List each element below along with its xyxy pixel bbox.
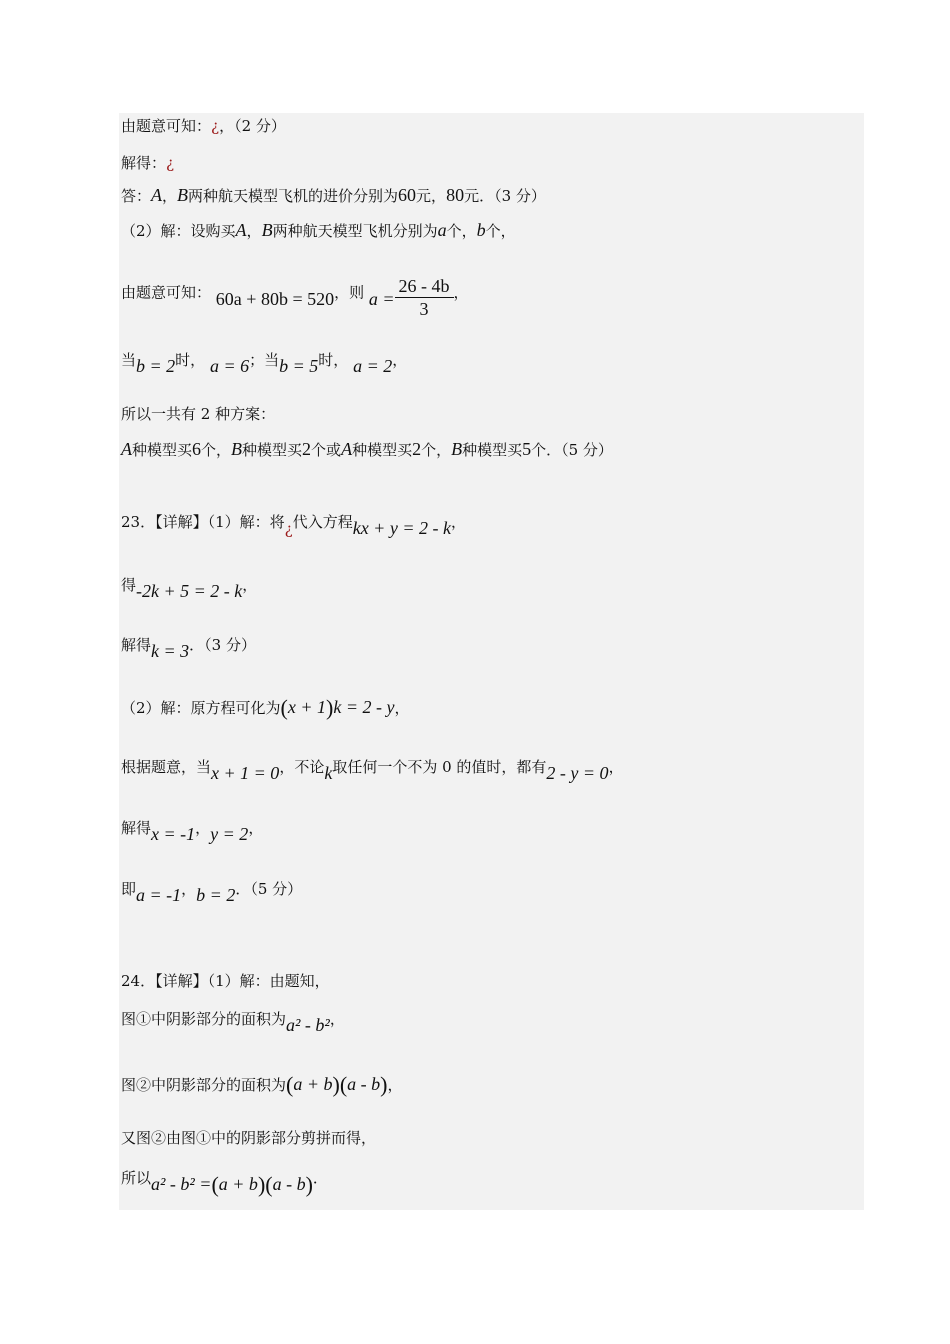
missing-formula-mark: ¿: [166, 154, 175, 172]
text: ，则: [334, 283, 365, 302]
paren-left: (: [211, 1172, 219, 1197]
num: 60: [398, 185, 417, 205]
equation: 2 - y = 0: [546, 763, 609, 783]
text: 种模型买: [352, 441, 413, 459]
equation: a + b: [293, 1074, 333, 1094]
var-A: A: [235, 220, 247, 240]
paren-left: (: [286, 1072, 294, 1097]
text: ，: [246, 222, 262, 240]
b24-line-5: [121, 1166, 328, 1197]
paren-right: ): [380, 1072, 388, 1097]
b23-line-1: [121, 511, 466, 538]
equation: x + 1: [287, 697, 327, 717]
b23-line-3: [121, 634, 256, 661]
b24-line-1: [121, 971, 330, 991]
equation: k = 3: [151, 641, 190, 661]
text: 两种航天模型飞机的进价分别为: [188, 187, 399, 205]
b23-line-6: [121, 817, 264, 844]
numerator: 26 - 4b: [395, 276, 454, 298]
var-A: A: [151, 185, 163, 205]
paren-right: ): [257, 1172, 266, 1197]
b22-line-5: [121, 272, 469, 319]
num: 6: [192, 439, 202, 459]
text: 个，: [201, 441, 232, 459]
paren-right: ): [332, 1072, 340, 1097]
equation: x + 1 = 0: [211, 763, 280, 783]
var-A: A: [341, 439, 353, 459]
fraction: [395, 276, 454, 319]
num: 5: [522, 439, 532, 459]
text: 由题意可知：: [121, 117, 212, 135]
text: 种模型买: [242, 441, 303, 459]
num: 80: [446, 185, 465, 205]
text: 元，: [416, 187, 447, 205]
text: 所以一共有 2 种方案：: [121, 405, 276, 423]
text: 个，: [485, 222, 516, 240]
b23-line-5: [121, 756, 624, 783]
equation: y = 2: [210, 824, 249, 844]
text: ；当: [249, 351, 280, 369]
text: ，: [608, 758, 624, 776]
text: ．（3 分）: [189, 636, 256, 654]
b22-line-7: [121, 404, 275, 424]
text: 即: [121, 880, 137, 898]
equation: b = 5: [279, 356, 319, 376]
text: ．: [312, 1169, 328, 1187]
b22-line-8: [121, 439, 613, 460]
paren-left: (: [265, 1172, 273, 1197]
text: ，: [394, 699, 410, 717]
var-k: k: [324, 763, 333, 783]
text: ，: [392, 351, 408, 369]
text: 又图②由图①中的阴影部分剪拼而得，: [121, 1129, 377, 1147]
equation: b = 2: [136, 356, 176, 376]
var-B: B: [261, 220, 273, 240]
text: ，: [181, 880, 197, 898]
equation: a =: [368, 288, 395, 309]
b23-line-4: [121, 696, 409, 718]
b22-line-4: [121, 220, 516, 241]
text: ，: [195, 819, 211, 837]
paren-right: ): [326, 695, 334, 720]
text: ，: [242, 576, 258, 594]
equation: a² - b²: [286, 1015, 330, 1035]
text: 个．（5 分）: [531, 441, 613, 459]
var-b: b: [476, 220, 486, 240]
paren-left: (: [339, 1072, 348, 1097]
var-B: B: [451, 439, 463, 459]
text: 得: [121, 576, 137, 594]
missing-formula-mark: ¿: [284, 520, 293, 538]
text: ，: [450, 513, 466, 531]
text: 取任何一个不为 0 的值时，都有: [332, 758, 547, 776]
text: 根据题意，当: [121, 758, 212, 776]
text: 个，: [446, 222, 477, 240]
text: 所以: [121, 1169, 152, 1187]
text: 解得：: [121, 154, 167, 172]
var-B: B: [231, 439, 243, 459]
b24-line-3: [121, 1073, 403, 1095]
missing-formula-mark: ¿: [211, 117, 220, 135]
equation: b = 2: [196, 885, 236, 905]
text: 种模型买: [132, 441, 193, 459]
text: ，: [387, 1076, 403, 1094]
b22-line-6: [121, 349, 408, 376]
text: 两种航天模型飞机分别为: [272, 222, 438, 240]
text: ，: [248, 819, 264, 837]
text: ，: [329, 1010, 345, 1028]
equation: a = 6: [209, 356, 250, 376]
b22-line-3: [121, 185, 546, 206]
equation: a = -1: [136, 885, 182, 905]
equation: a² - b² =: [151, 1174, 212, 1194]
paren-left: (: [280, 695, 288, 720]
equation: 60a + 80b = 520: [215, 288, 335, 309]
num: 2: [302, 439, 312, 459]
text: 时，: [318, 351, 349, 369]
equation: a + b: [218, 1174, 258, 1194]
equation: a = 2: [353, 356, 393, 376]
text: 由题意可知：: [121, 283, 212, 302]
equation: -2k + 5 = 2 - k: [136, 581, 243, 601]
b23-line-7: [121, 878, 303, 905]
text: 当: [121, 351, 137, 369]
text: 时，: [175, 351, 206, 369]
text: （2）解：设购买: [121, 222, 236, 240]
text: 个，: [421, 441, 452, 459]
text: ，: [162, 187, 178, 205]
equation: kx + y = 2 - k: [352, 518, 451, 538]
text: 个或: [311, 441, 342, 459]
paren-right: ): [305, 1172, 313, 1197]
text: ，不论: [279, 758, 325, 776]
text: 代入方程: [292, 513, 353, 531]
text: 解得: [121, 636, 152, 654]
text: 答：: [121, 187, 152, 205]
text: ，: [453, 283, 469, 302]
equation: x = -1: [151, 824, 196, 844]
equation: a - b: [347, 1074, 381, 1094]
text: ．（5 分）: [235, 880, 303, 898]
text: 图①中阴影部分的面积为: [121, 1010, 287, 1028]
b22-line-1: [121, 116, 286, 136]
text: 图②中阴影部分的面积为: [121, 1076, 287, 1094]
text: 元．（3 分）: [464, 187, 546, 205]
b24-line-4: [121, 1128, 376, 1148]
equation: a - b: [272, 1174, 306, 1194]
text: ，（2 分）: [219, 117, 286, 135]
text: （2）解：原方程可化为: [121, 699, 281, 717]
b22-line-2: [121, 153, 174, 173]
text: 24．【详解】（1）解：由题知，: [121, 972, 330, 990]
var-a: a: [437, 220, 447, 240]
equation: k = 2 - y: [333, 697, 395, 717]
text: 解得: [121, 819, 152, 837]
denominator: 3: [419, 299, 429, 319]
var-A: A: [121, 439, 132, 459]
b24-line-2: [121, 1008, 345, 1035]
num: 2: [412, 439, 422, 459]
text: 种模型买: [462, 441, 523, 459]
text: 23．【详解】（1）解：将: [121, 513, 285, 531]
b23-line-2: [121, 574, 258, 601]
var-B: B: [177, 185, 189, 205]
